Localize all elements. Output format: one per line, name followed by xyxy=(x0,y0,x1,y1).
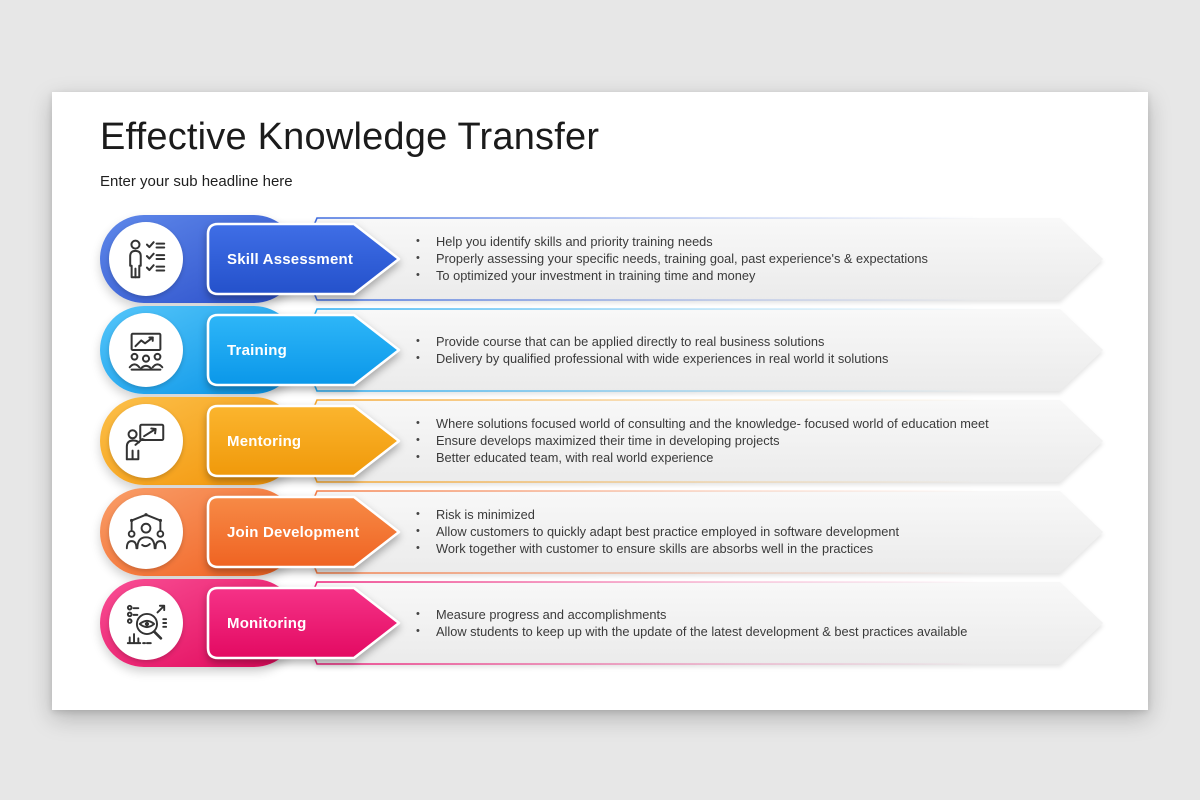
team-network-icon xyxy=(123,509,169,555)
bullet-text: Better educated team, with real world experience xyxy=(436,449,714,465)
bullet-item xyxy=(416,268,1084,284)
bullet-list xyxy=(416,488,1084,576)
stage-label: Join Development xyxy=(227,523,360,541)
bullet-dot: • xyxy=(416,417,420,430)
page-title: Effective Knowledge Transfer xyxy=(100,116,600,158)
bullet-dot: • xyxy=(416,434,420,447)
bullet-item xyxy=(416,507,1084,523)
process-row-training xyxy=(52,306,1148,394)
bullet-text: Work together with customer to ensure skills are absorbs well in the practices xyxy=(436,540,874,556)
stage-icon-circle xyxy=(109,404,183,478)
training-presentation-icon xyxy=(123,327,169,373)
bullet-text: Properly assessing your specific needs, training goal, past experience's & expectations xyxy=(436,251,928,267)
bullet-dot: • xyxy=(416,450,420,463)
bullet-dot: • xyxy=(416,268,420,281)
bullet-text: Risk is minimized xyxy=(436,507,535,523)
person-checklist-icon xyxy=(123,236,169,282)
stage-label: Mentoring xyxy=(227,432,302,450)
stage-label-arrow xyxy=(205,586,401,660)
bullet-dot: • xyxy=(416,525,420,538)
bullet-text: To optimized your investment in training time and money xyxy=(436,267,756,283)
bullet-item xyxy=(416,607,1084,623)
stage-icon-circle xyxy=(109,222,183,296)
bullet-dot: • xyxy=(416,235,420,248)
bullet-dot: • xyxy=(416,334,420,347)
stage-icon-circle xyxy=(109,586,183,660)
bullet-text: Allow customers to quickly adapt best practice employed in software development xyxy=(436,524,900,540)
monitoring-analysis-icon xyxy=(123,600,169,646)
process-row-skill-assessment xyxy=(52,215,1148,303)
stage-icon-circle xyxy=(109,313,183,387)
bullet-text: Ensure develops maximized their time in developing projects xyxy=(436,433,780,449)
stage-label: Skill Assessment xyxy=(227,250,354,268)
mentoring-presenter-icon xyxy=(123,418,169,464)
bullet-dot: • xyxy=(416,351,420,364)
slide xyxy=(52,92,1148,710)
bullet-dot: • xyxy=(416,607,420,620)
bullet-item xyxy=(416,433,1084,449)
stage-label: Monitoring xyxy=(227,614,307,632)
bullet-item xyxy=(416,524,1084,540)
stage-label-arrow xyxy=(205,495,401,569)
bullet-item xyxy=(416,624,1084,640)
bullet-text: Provide course that can be applied directly to real business solutions xyxy=(436,333,825,349)
bullet-text: Where solutions focused world of consulting and the knowledge- focused world of education meet xyxy=(436,416,989,432)
bullet-list xyxy=(416,579,1084,667)
bullet-item xyxy=(416,541,1084,557)
bullet-dot: • xyxy=(416,252,420,265)
bullet-text: Measure progress and accomplishments xyxy=(436,606,667,622)
bullet-list xyxy=(416,397,1084,485)
bullet-text: Allow students to keep up with the update of the latest development & best practices available xyxy=(436,623,968,639)
bullet-item xyxy=(416,416,1084,432)
bullet-text: Delivery by qualified professional with wide experiences in real world it solutions xyxy=(436,350,889,366)
bullet-list xyxy=(416,215,1084,303)
bullet-dot: • xyxy=(416,624,420,637)
bullet-item xyxy=(416,351,1084,367)
bullet-dot: • xyxy=(416,541,420,554)
stage-label-arrow xyxy=(205,404,401,478)
bullet-item xyxy=(416,251,1084,267)
bullet-list xyxy=(416,306,1084,394)
process-row-monitoring xyxy=(52,579,1148,667)
bullet-dot: • xyxy=(416,508,420,521)
stage-label-arrow xyxy=(205,313,401,387)
process-row-mentoring xyxy=(52,397,1148,485)
stage-label: Training xyxy=(227,341,287,359)
bullet-item xyxy=(416,234,1084,250)
bullet-item xyxy=(416,450,1084,466)
bullet-text: Help you identify skills and priority training needs xyxy=(436,234,713,250)
page-subtitle: Enter your sub headline here xyxy=(100,173,293,190)
stage-icon-circle xyxy=(109,495,183,569)
bullet-item xyxy=(416,334,1084,350)
process-row-join-development xyxy=(52,488,1148,576)
stage-label-arrow xyxy=(205,222,401,296)
